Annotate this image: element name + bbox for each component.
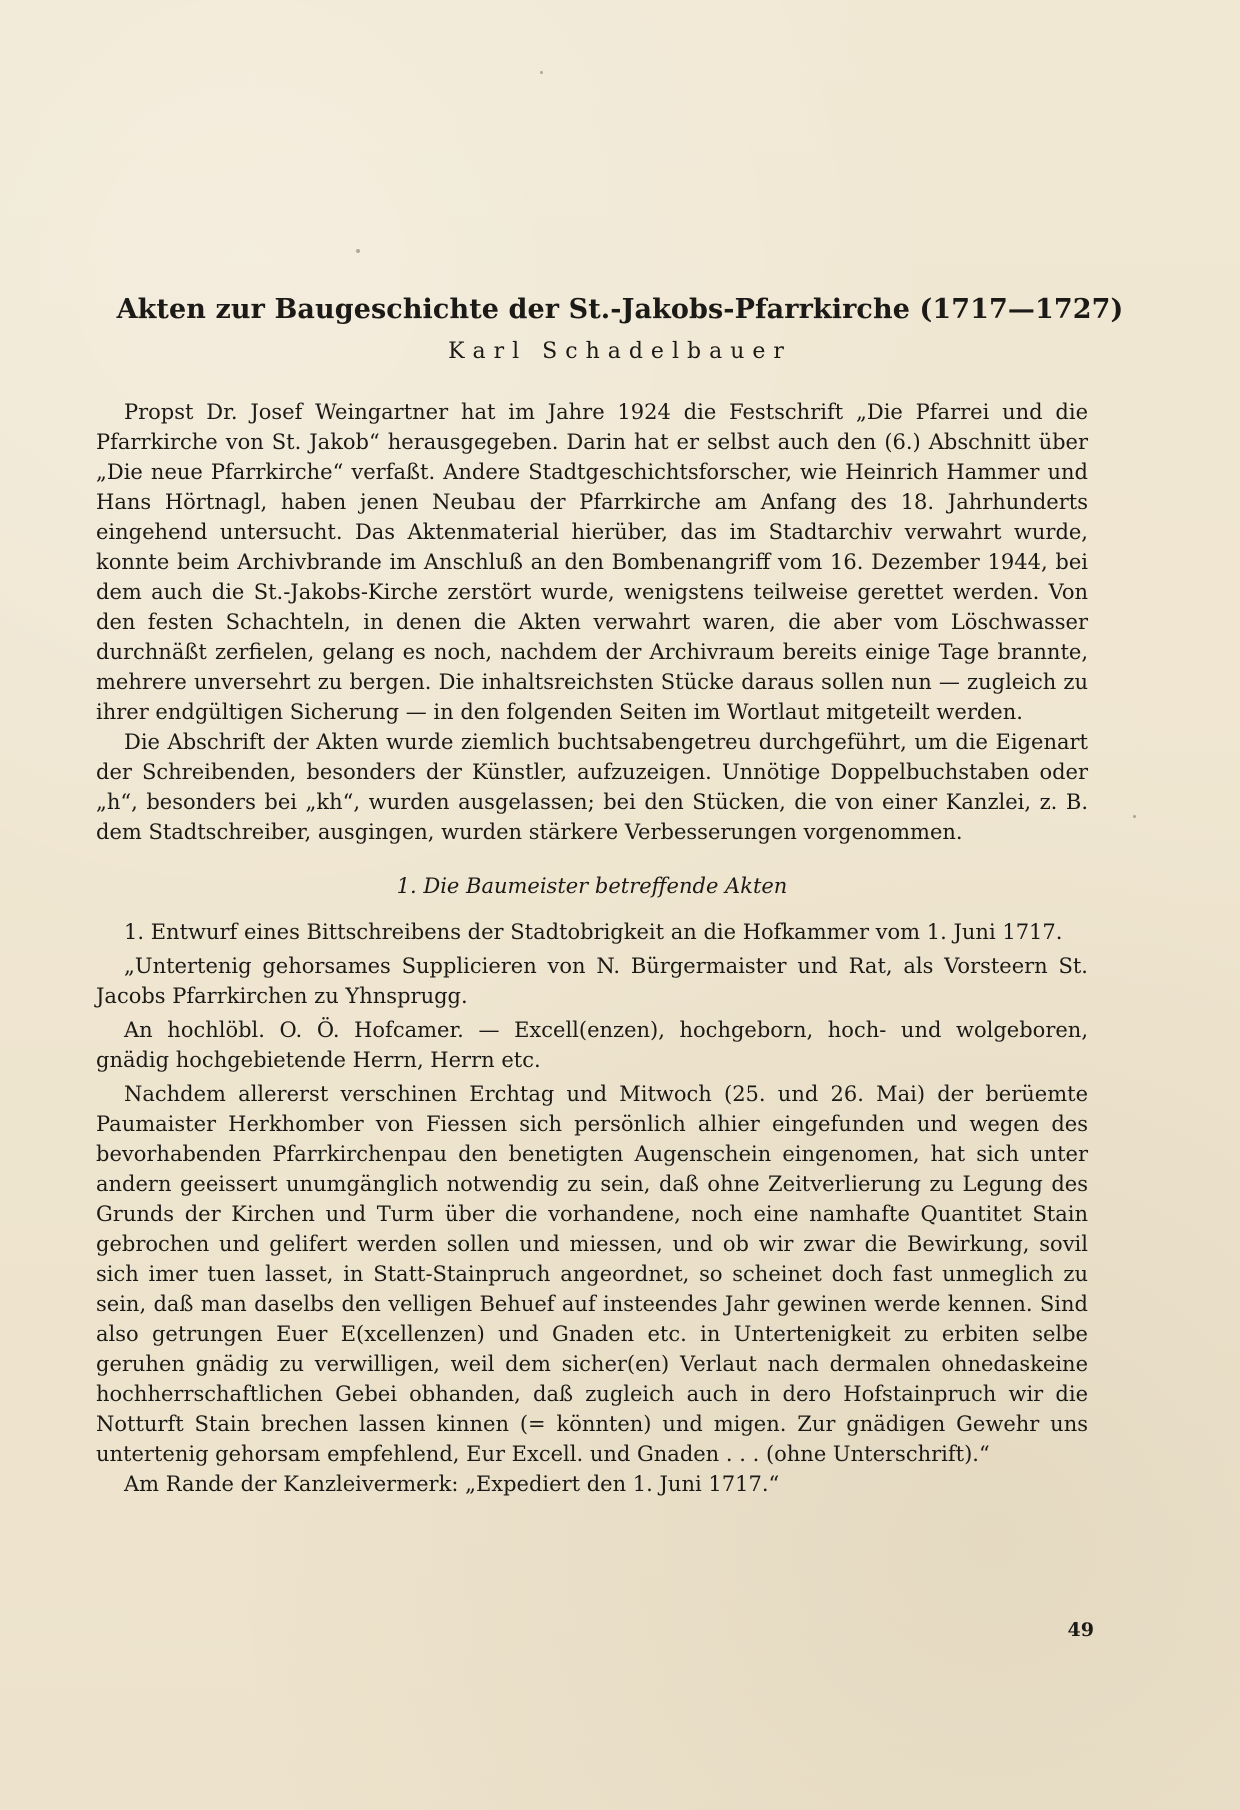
- section-title: 1. Die Baumeister betreffende Akten: [396, 874, 788, 898]
- paper-speck-2: [540, 71, 543, 74]
- article-title: Akten zur Baugeschichte der St.-Jakobs-Pfarrkirche (1717—1727): [116, 294, 1124, 325]
- entry-recipient: An hochlöbl. O. Ö. Hofcamer. — Excell(enzen), hochgeborn, hoch- und wolgeboren, gnädig hochgebietende Herrn, Herrn etc.: [96, 1018, 1088, 1072]
- intro-paragraph-2: Die Abschrift der Akten wurde ziemlich buchtsabengetreu durchgeführt, um die Eigenart der Schreibenden, besonders der Künstler, aufzuzeigen. Unnötige Doppelbuchstaben oder „h“, besonders bei „kh“, wurden ausgelassen; bei den Stücken, die von einer Kanzlei, z. B. dem Stadtschreiber, ausgingen, wurden stärkere Verbesserungen vorgenommen.: [96, 730, 1088, 844]
- paper-speck-3: [1133, 815, 1136, 818]
- article-author: Karl Schadelbauer: [448, 339, 792, 364]
- entry-heading: 1. Entwurf eines Bittschreibens der Stadtobrigkeit an die Hofkammer vom 1. Juni 1717.: [124, 920, 1063, 944]
- entry-quote-opening: „Untertenig gehorsames Supplicieren von N. Bürgermaister und Rat, als Vorsteern St. Jacobs Pfarrkirchen zu Yhnsprugg.: [96, 954, 1088, 1008]
- page-number: 49: [1067, 1619, 1094, 1641]
- article-content: [96, 397, 1088, 1499]
- entry-note: Am Rande der Kanzleivermerk: „Expediert den 1. Juni 1717.“: [124, 1472, 780, 1496]
- paper-speck-1: [356, 249, 360, 253]
- entry-body: Nachdem allererst verschinen Erchtag und Mitwoch (25. und 26. Mai) der berüemte Paumaister Herkhomber von Fiessen sich persönlich alhier eingefunden und wegen des bevorhabenden Pfarrkirchenpau den benetigten Augenschein eingenomen, hat sich unter andern geeissert unumgänglich notwendig zu sein, daß ohne Zeitverlierung zu Legung des Grunds der Kirchen und Turm über die vorhandene, noch eine namhafte Quantitet Stain gebrochen und gelifert werden sollen und miessen, und ob wir zwar die Bewirkung, sovil sich imer tuen lasset, in Statt-Stainpruch angeordnet, so scheinet doch fast unmeglich zu sein, daß man daselbs den velligen Behuef auf insteendes Jahr gewinen werde kennen. Sind also getrungen Euer E(xcellenzen) und Gnaden etc. in Untertenigkeit zu erbiten selbe geruhen gnädig zu verwilligen, weil dem sicher(en) Verlaut nach dermalen ohnedaskeine hochherrschaftlichen Gebei obhanden, daß zugleich auch in dero Hofstainpruch wir die Notturft Stain brechen lassen kinnen (= könnten) und migen. Zur gnädigen Gewehr uns untertenig gehorsam empfehlend, Eur Excell. und Gnaden . . . (ohne Unterschrift).“: [96, 1082, 1088, 1466]
- intro-paragraph-1: Propst Dr. Josef Weingartner hat im Jahre 1924 die Festschrift „Die Pfarrei und die Pfarrkirche von St. Jakob“ herausgegeben. Darin hat er selbst auch den (6.) Abschnitt über „Die neue Pfarrkirche“ verfaßt. Andere Stadtgeschichtsforscher, wie Heinrich Hammer und Hans Hörtnagl, haben jenen Neubau der Pfarrkirche am Anfang des 18. Jahrhunderts eingehend untersucht. Das Aktenmaterial hierüber, das im Stadtarchiv verwahrt wurde, konnte beim Archivbrande im Anschluß an den Bombenangriff vom 16. Dezember 1944, bei dem auch die St.-Jakobs-Kirche zerstört wurde, wenigstens teilweise gerettet werden. Von den festen Schachteln, in denen die Akten verwahrt waren, die aber vom Löschwasser durchnäßt zerfielen, gelang es noch, nachdem der Archivraum bereits einige Tage brannte, mehrere unversehrt zu bergen. Die inhaltsreichsten Stücke daraus sollen nun — zugleich zu ihrer endgültigen Sicherung — in den folgenden Seiten im Wortlaut mitgeteilt werden.: [96, 400, 1088, 724]
